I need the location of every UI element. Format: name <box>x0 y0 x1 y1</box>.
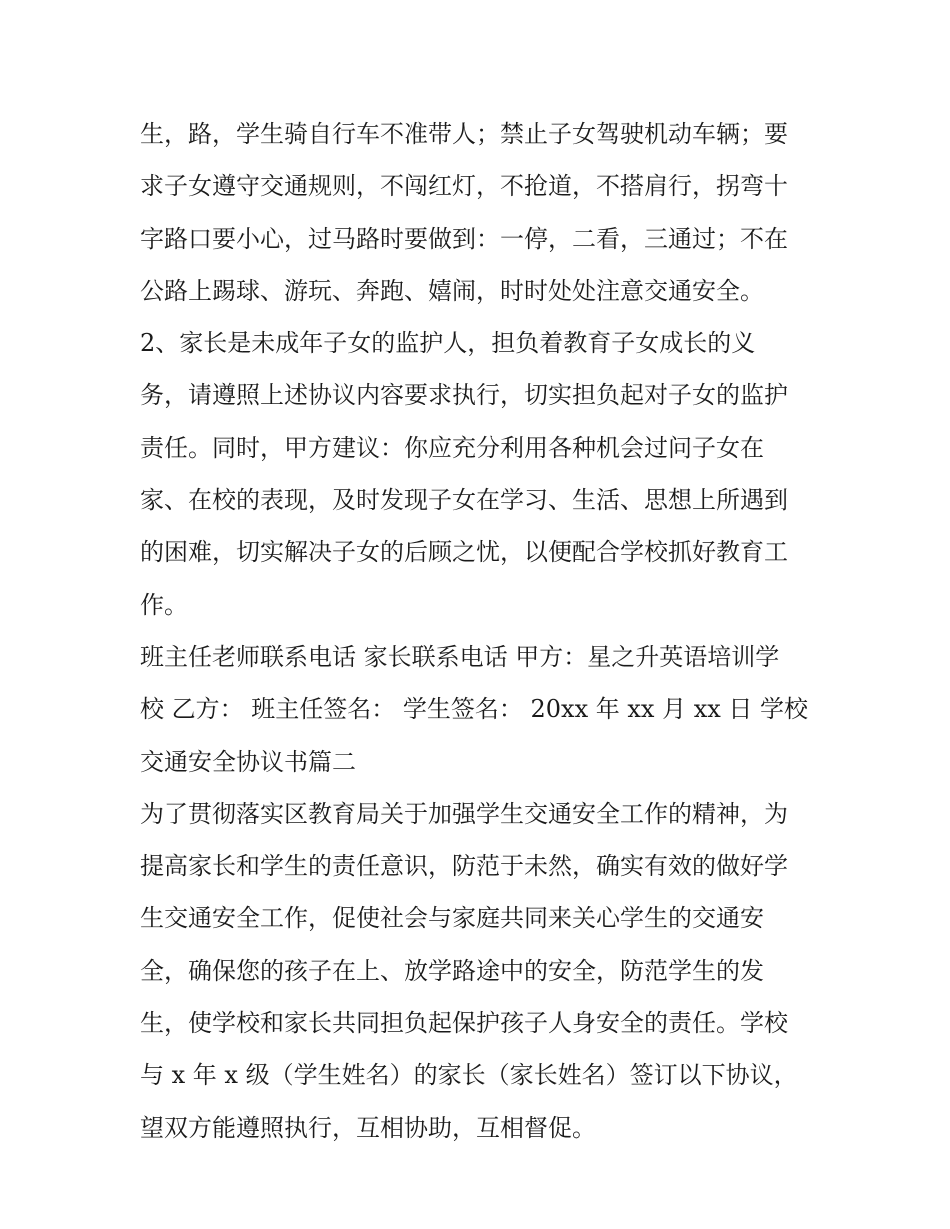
section-heading: 交通安全协议书篇二 <box>140 747 356 776</box>
text-line: 为了贯彻落实区教育局关于加强学生交通安全工作的精神，为 <box>140 799 788 828</box>
text-line: 与 x 年 x 级（学生姓名）的家长（家长姓名）签订以下协议， <box>140 1061 798 1090</box>
contact-signature-line: 班主任老师联系电话 家长联系电话 甲方：星之升英语培训学 <box>140 642 780 671</box>
text-line: 望双方能遵照执行，互相协助，互相督促。 <box>140 1113 596 1142</box>
text-line: 2、家长是未成年子女的监护人，担负着教育子女成长的义 <box>140 329 756 358</box>
text-line: 的困难，切实解决子女的后顾之忧，以便配合学校抓好教育工 <box>140 538 788 567</box>
contact-signature-line: 校 乙方： 班主任签名： 学生签名： 20xx 年 xx 月 xx 日 学校 <box>140 695 809 724</box>
text-line: 生，路，学生骑自行车不准带人；禁止子女驾驶机动车辆；要 <box>140 120 788 148</box>
text-line: 全，确保您的孩子在上、放学路途中的安全，防范学生的发 <box>140 956 764 985</box>
text-line: 公路上踢球、游玩、奔跑、嬉闹，时时处处注意交通安全。 <box>140 276 764 305</box>
text-line: 生，使学校和家长共同担负起保护孩子人身安全的责任。学校 <box>140 1009 788 1038</box>
text-line: 生交通安全工作，促使社会与家庭共同来关心学生的交通安 <box>140 904 764 933</box>
text-line: 提高家长和学生的责任意识，防范于未然，确实有效的做好学 <box>140 852 788 881</box>
text-line: 务，请遵照上述协议内容要求执行，切实担负起对子女的监护 <box>140 381 788 410</box>
text-line: 求子女遵守交通规则，不闯红灯，不抢道，不搭肩行，拐弯十 <box>140 172 788 201</box>
document-body <box>140 108 830 1154</box>
text-line: 作。 <box>140 590 188 619</box>
text-line: 家、在校的表现，及时发现子女在学习、生活、思想上所遇到 <box>140 486 788 515</box>
text-line: 责任。同时，甲方建议：你应充分利用各种机会过问子女在 <box>140 433 764 462</box>
text-line: 字路口要小心，过马路时要做到：一停，二看，三通过；不在 <box>140 224 788 253</box>
